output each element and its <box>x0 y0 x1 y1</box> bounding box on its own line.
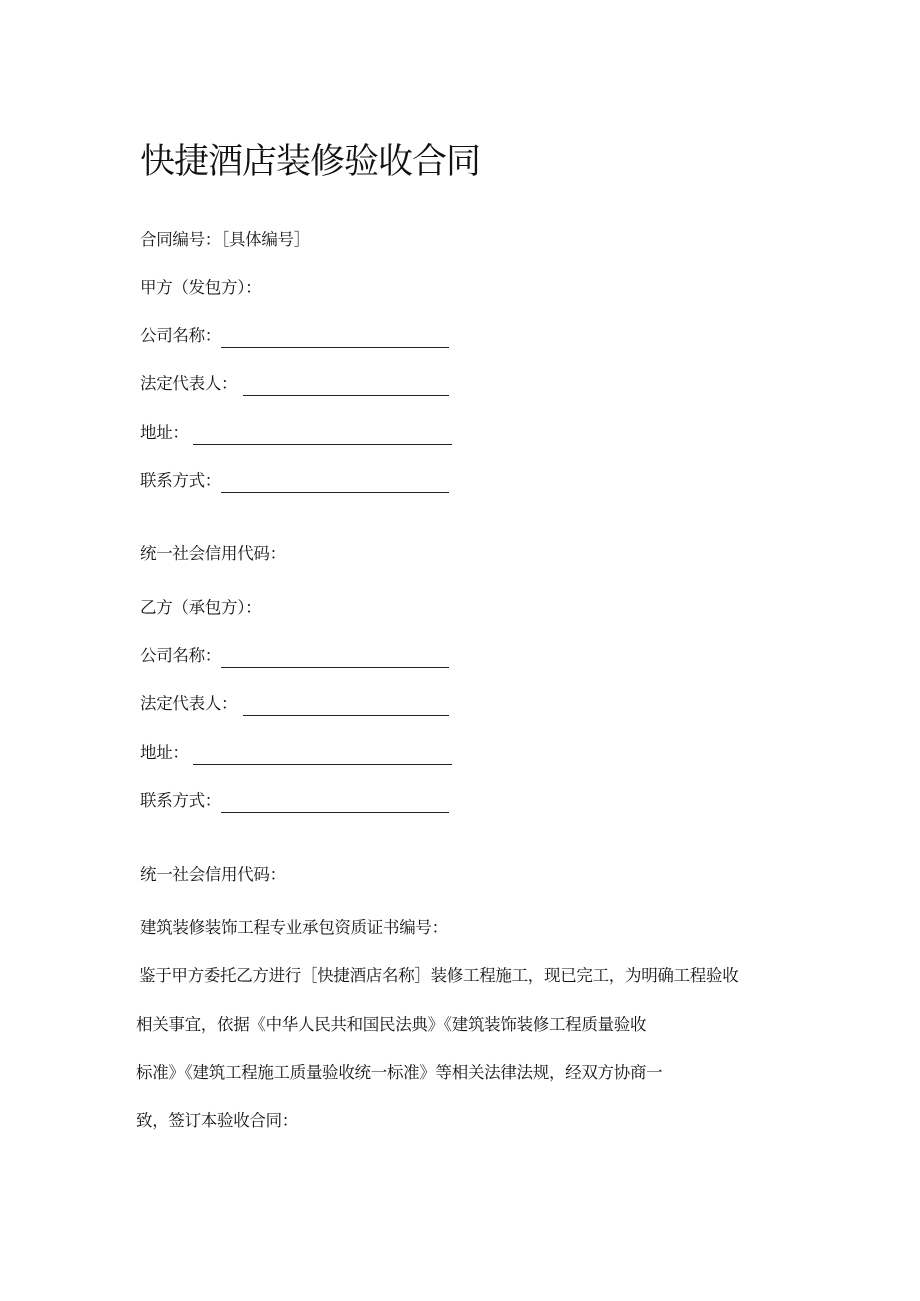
preamble-line-1: 鉴于甲方委托乙方进行［快捷酒店名称］装修工程施工，现已完工，为明确工程验收 <box>139 966 739 985</box>
party-a-rep-label: 法定代表人： <box>140 374 238 393</box>
party-b-rep-field[interactable] <box>243 697 449 716</box>
party-b-company-label: 公司名称： <box>140 646 222 665</box>
party-a-address-field[interactable] <box>193 426 452 445</box>
party-b-address-row <box>140 741 452 765</box>
preamble-line-2: 相关事宜，依据《中华人民共和国民法典》《建筑装饰装修工程质量验收 <box>136 1015 647 1034</box>
party-b-credit-code: 统一社会信用代码： <box>140 865 286 884</box>
party-b-contact-row <box>140 789 449 813</box>
contract-number: 合同编号：［具体编号］ <box>140 230 310 249</box>
party-a-contact-row <box>140 469 449 493</box>
party-b-address-field[interactable] <box>193 746 452 765</box>
party-b-company-field[interactable] <box>221 649 449 668</box>
preamble-line-3: 标准》《建筑工程施工质量验收统一标准》等相关法律法规，经双方协商一 <box>136 1063 663 1082</box>
party-b-company-row <box>140 644 449 668</box>
party-a-address-label: 地址： <box>140 423 189 442</box>
party-b-rep-row <box>140 692 449 716</box>
party-a-credit-code: 统一社会信用代码： <box>140 544 286 563</box>
party-b-contact-label: 联系方式： <box>140 791 222 810</box>
preamble-line-4: 致，签订本验收合同： <box>136 1111 299 1130</box>
party-a-address-row <box>140 421 452 445</box>
party-b-heading: 乙方（承包方）： <box>140 598 262 617</box>
party-b-qualification: 建筑装修装饰工程专业承包资质证书编号： <box>140 918 448 937</box>
party-b-contact-field[interactable] <box>221 794 449 813</box>
party-a-contact-field[interactable] <box>221 474 449 493</box>
party-a-company-row <box>140 324 449 348</box>
party-a-rep-row <box>140 372 449 396</box>
document-title: 快捷酒店装修验收合同 <box>140 142 481 182</box>
party-b-rep-label: 法定代表人： <box>140 694 238 713</box>
party-b-address-label: 地址： <box>140 743 189 762</box>
party-a-contact-label: 联系方式： <box>140 471 222 490</box>
party-a-company-field[interactable] <box>221 329 449 348</box>
party-a-company-label: 公司名称： <box>140 326 222 345</box>
party-a-rep-field[interactable] <box>243 377 449 396</box>
party-a-heading: 甲方（发包方）： <box>140 278 262 297</box>
